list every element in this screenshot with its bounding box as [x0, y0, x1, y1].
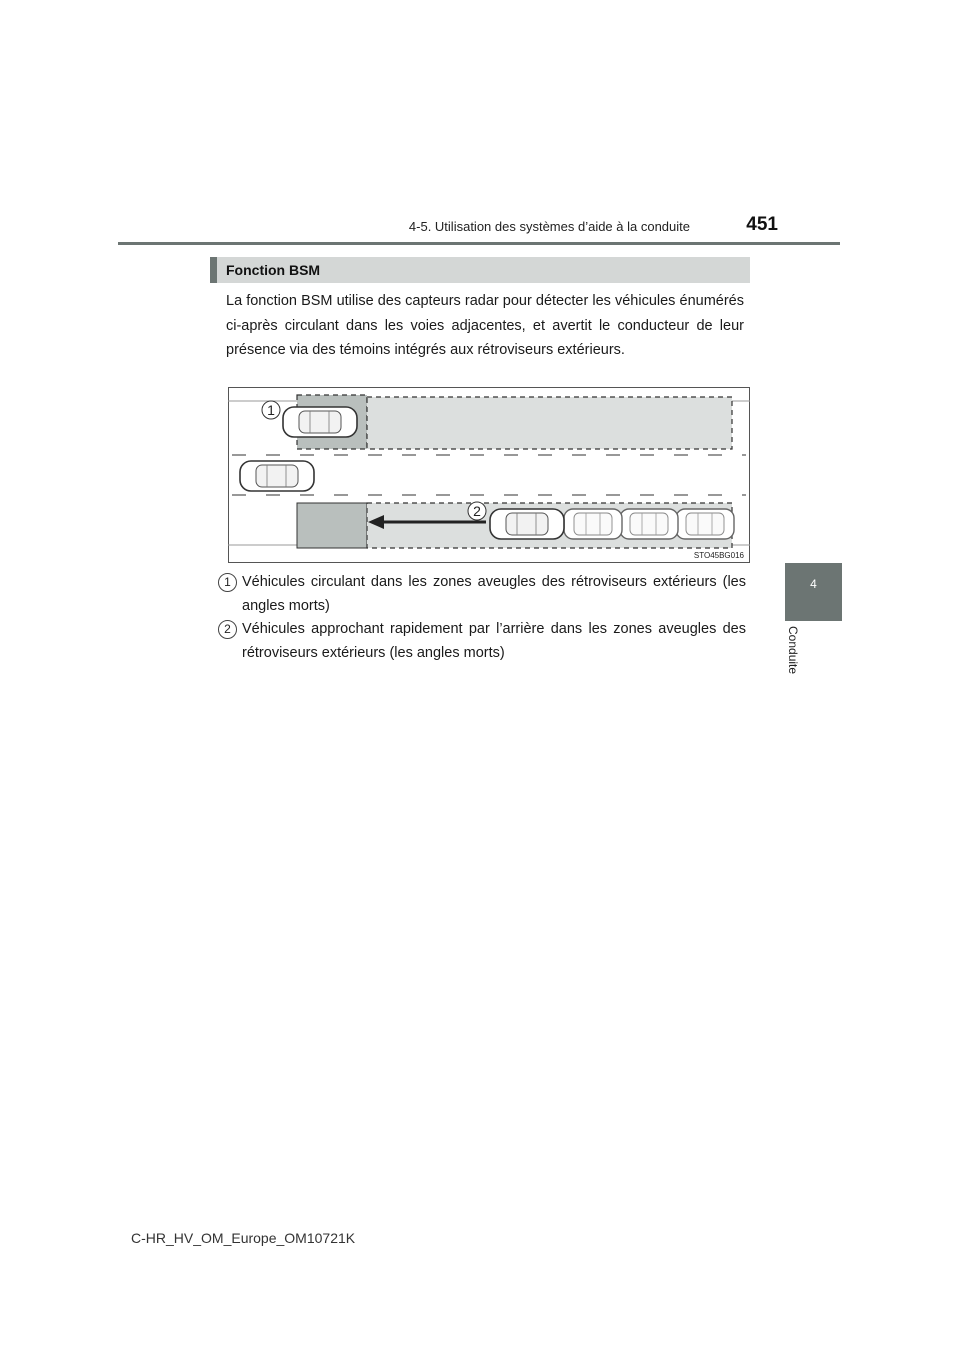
list-item-1 — [218, 570, 746, 618]
intro-paragraph: La fonction BSM utilise des capteurs radar pour détecter les véhicules énumérés ci-après circulant dans les voies adjacentes, et avertit le conducteur de leur présence via des témoins intégrés aux rétroviseurs extérieurs. — [226, 293, 744, 358]
callout-1-label: 1 — [267, 402, 275, 418]
chapter-tab[interactable]: 4 — [785, 563, 842, 621]
list-item-2-number: 2 — [218, 620, 237, 639]
blind-spot-zone-lower — [297, 503, 367, 548]
chapter-label: Conduite — [786, 626, 800, 675]
approaching-vehicle — [490, 509, 564, 539]
list-item-2-text: Véhicules approchant rapidement par l’arrière dans les zones aveugles des rétroviseurs extérieurs (les angles morts) — [242, 621, 746, 661]
header-divider — [118, 242, 840, 245]
section-heading — [210, 257, 750, 283]
approaching-vehicle-trail — [676, 509, 734, 539]
header-section-title: 4-5. Utilisation des systèmes d’aide à la conduite — [408, 219, 690, 234]
list-item-2 — [218, 617, 746, 665]
figure-code: STO45BG016 — [693, 551, 744, 560]
page-number: 451 — [746, 214, 778, 235]
list-item-1-number: 1 — [218, 573, 237, 592]
own-vehicle — [240, 461, 314, 491]
footer-document-id: C-HR_HV_OM_Europe_OM10721K — [131, 1230, 356, 1246]
vehicle-in-blind-spot — [283, 407, 357, 437]
list-item-1-text: Véhicules circulant dans les zones aveugles des rétroviseurs extérieurs (les angles morts) — [242, 574, 746, 614]
bsm-illustration — [228, 387, 750, 563]
section-heading-accent — [210, 257, 217, 283]
callout-2-label: 2 — [473, 503, 481, 519]
approaching-vehicle-trail — [564, 509, 622, 539]
detection-zone-upper — [367, 397, 732, 449]
approaching-vehicle-trail — [620, 509, 678, 539]
section-heading-title: Fonction BSM — [226, 262, 321, 278]
